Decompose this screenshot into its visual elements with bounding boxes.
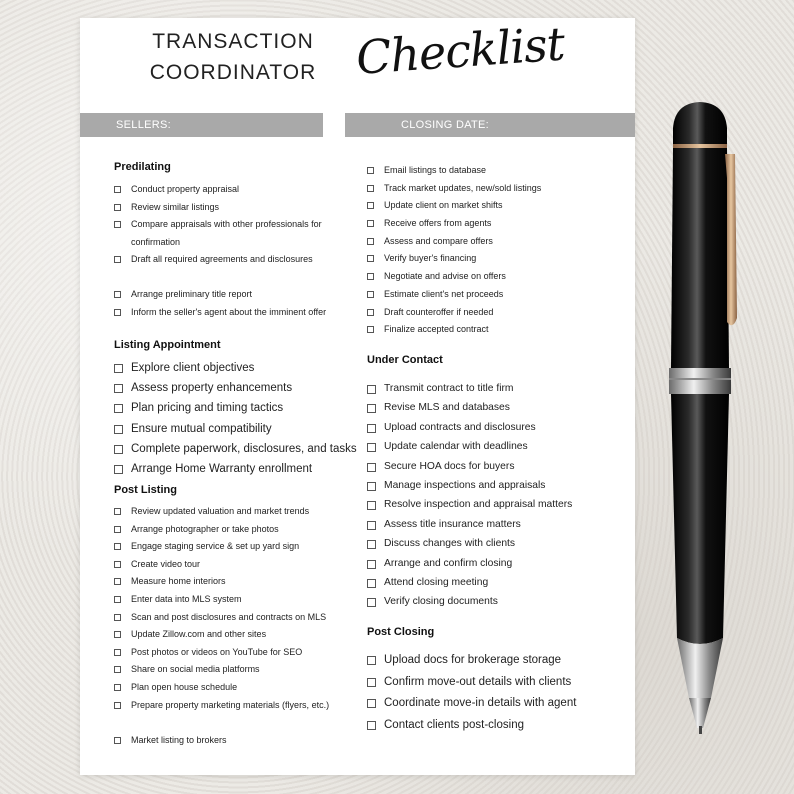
post-listing-item-label: Scan and post disclosures and contracts on MLS [131, 611, 327, 622]
predilating-item-label: Draft all required agreements and disclosures [131, 254, 313, 265]
checkbox-icon[interactable] [367, 255, 374, 262]
offers-item [367, 197, 617, 215]
checkbox-icon[interactable] [114, 543, 121, 550]
post-listing-item [114, 573, 359, 591]
post-listing-item-label: Market listing to brokers [131, 734, 227, 745]
post-listing-item [114, 679, 359, 697]
predilating-item [114, 304, 329, 339]
post-closing-item-label: Confirm move-out details with clients [384, 675, 572, 688]
pen-icon [663, 98, 753, 738]
under-contact-item-label: Verify closing documents [384, 596, 498, 608]
offers-item-label: Assess and compare offers [384, 235, 493, 246]
section-title-predilating: Predilating [114, 161, 171, 173]
offers-item-label: Receive offers from agents [384, 218, 492, 229]
offers-item [367, 215, 617, 233]
checkbox-icon[interactable] [114, 425, 123, 434]
post-listing-item-label: Prepare property marketing materials (flyers, etc.) [131, 699, 330, 710]
post-listing-item [114, 591, 359, 609]
page-title [138, 26, 328, 88]
section-title-listing-appointment: Listing Appointment [114, 339, 221, 351]
post-listing-item [114, 503, 359, 521]
checkbox-icon[interactable] [114, 561, 121, 568]
checkbox-icon[interactable] [367, 291, 374, 298]
under-contact-item [367, 457, 627, 476]
under-contact-item [367, 534, 627, 553]
checklist-sheet [80, 18, 635, 775]
offers-item [367, 233, 617, 251]
listing-appointment-item [114, 358, 384, 378]
offers-list [367, 162, 617, 339]
checkbox-icon[interactable] [114, 465, 123, 474]
checkbox-icon[interactable] [367, 721, 376, 730]
title-line-1: TRANSACTION [152, 30, 314, 53]
offers-item-label: Verify buyer's financing [384, 253, 477, 264]
under-contact-item [367, 398, 627, 417]
checkbox-icon[interactable] [114, 508, 121, 515]
section-title-post-listing: Post Listing [114, 484, 177, 496]
post-closing-item [367, 715, 627, 737]
listing-appointment-item [114, 419, 384, 439]
checkbox-icon[interactable] [367, 385, 376, 394]
predilating-item-label: Inform the seller's agent about the imminent offer [131, 306, 327, 317]
under-contact-item-label: Revise MLS and databases [384, 402, 510, 414]
checkbox-icon[interactable] [114, 291, 121, 298]
offers-item-label: Update client on market shifts [384, 200, 503, 211]
post-listing-item-label: Create video tour [131, 558, 201, 569]
post-listing-item [114, 644, 359, 662]
under-contact-item [367, 573, 627, 592]
checkbox-icon[interactable] [367, 326, 374, 333]
checkbox-icon[interactable] [367, 185, 374, 192]
under-contact-item-label: Resolve inspection and appraisal matters [384, 499, 573, 511]
checkbox-icon[interactable] [114, 666, 121, 673]
checkbox-icon[interactable] [114, 221, 121, 228]
under-contact-item-label: Discuss changes with clients [384, 538, 516, 550]
checkbox-icon[interactable] [114, 404, 123, 413]
post-listing-item-label: Enter data into MLS system [131, 593, 242, 604]
checkbox-icon[interactable] [367, 443, 376, 452]
checkbox-icon[interactable] [367, 699, 376, 708]
post-listing-item-label: Engage staging service & set up yard sign [131, 541, 300, 552]
under-contact-item-label: Manage inspections and appraisals [384, 479, 546, 491]
under-contact-item-label: Upload contracts and disclosures [384, 421, 536, 433]
under-contact-item-label: Arrange and confirm closing [384, 557, 513, 569]
checkbox-icon[interactable] [114, 737, 121, 744]
post-listing-item-label: Measure home interiors [131, 576, 226, 587]
post-closing-item [367, 672, 627, 694]
listing-appointment-item [114, 398, 384, 418]
checkbox-icon[interactable] [367, 540, 376, 549]
checkbox-icon[interactable] [367, 424, 376, 433]
listing-appointment-item-label: Ensure mutual compatibility [131, 422, 272, 435]
under-contact-item-label: Assess title insurance matters [384, 518, 521, 530]
listing-appointment-list [114, 358, 384, 479]
checkbox-icon[interactable] [367, 598, 376, 607]
predilating-item [114, 286, 329, 304]
listing-appointment-item-label: Arrange Home Warranty enrollment [131, 462, 313, 475]
under-contact-item [367, 495, 627, 514]
under-contact-item-label: Secure HOA docs for buyers [384, 460, 515, 472]
checkbox-icon[interactable] [114, 631, 121, 638]
checkbox-icon[interactable] [367, 202, 374, 209]
checkbox-icon[interactable] [367, 678, 376, 687]
under-contact-item [367, 379, 627, 398]
offers-item [367, 304, 617, 322]
offers-item [367, 250, 617, 268]
section-title-post-closing: Post Closing [367, 626, 435, 638]
predilating-list [114, 181, 329, 339]
checkbox-icon[interactable] [367, 273, 374, 280]
post-listing-list [114, 503, 359, 749]
post-listing-item-label: Review updated valuation and market trends [131, 506, 310, 516]
checkbox-icon[interactable] [114, 649, 121, 656]
checkbox-icon[interactable] [114, 578, 121, 585]
checkbox-icon[interactable] [114, 384, 123, 393]
post-listing-item [114, 556, 359, 574]
post-listing-item [114, 626, 359, 644]
checkbox-icon[interactable] [367, 482, 376, 491]
offers-item-label: Track market updates, new/sold listings [384, 182, 542, 193]
predilating-item [114, 216, 329, 251]
post-listing-item [114, 609, 359, 627]
post-listing-item [114, 697, 359, 732]
sellers-label: SELLERS: [116, 119, 171, 131]
title-line-2: COORDINATOR [149, 61, 317, 84]
listing-appointment-item-label: Plan pricing and timing tactics [131, 402, 284, 415]
predilating-item-label: Conduct property appraisal [131, 184, 240, 194]
predilating-item-label: Review similar listings [131, 201, 220, 212]
under-contact-item [367, 554, 627, 573]
under-contact-list [367, 379, 627, 612]
listing-appointment-item [114, 459, 384, 479]
offers-item-label: Draft counteroffer if needed [384, 306, 494, 317]
checkbox-icon[interactable] [367, 560, 376, 569]
listing-appointment-item-label: Assess property enhancements [131, 382, 293, 395]
listing-appointment-item-label: Explore client objectives [131, 362, 255, 374]
checkbox-icon[interactable] [367, 238, 374, 245]
offers-item [367, 268, 617, 286]
post-closing-item [367, 650, 627, 672]
checkbox-icon[interactable] [114, 526, 121, 533]
post-listing-item-label: Arrange photographer or take photos [131, 523, 279, 534]
predilating-item-label: Arrange preliminary title report [131, 289, 253, 300]
checkbox-icon[interactable] [367, 656, 376, 665]
predilating-item [114, 199, 329, 217]
post-closing-item-label: Upload docs for brokerage storage [384, 654, 562, 666]
checkbox-icon[interactable] [367, 579, 376, 588]
post-listing-item [114, 521, 359, 539]
offers-item [367, 286, 617, 304]
predilating-item-label: Compare appraisals with other professionals for confirmation [131, 219, 322, 247]
offers-item-label: Estimate client's net proceeds [384, 288, 504, 299]
section-title-under-contact: Under Contact [367, 354, 443, 366]
checkbox-icon[interactable] [114, 364, 123, 373]
checkbox-icon[interactable] [367, 521, 376, 530]
predilating-item [114, 181, 329, 199]
offers-item-label: Email listings to database [384, 165, 487, 175]
checkbox-icon[interactable] [114, 204, 121, 211]
predilating-item [114, 251, 329, 286]
under-contact-item [367, 437, 627, 456]
script-title: Checklist [354, 16, 566, 85]
checkbox-icon[interactable] [114, 186, 121, 193]
checkbox-icon[interactable] [367, 463, 376, 472]
post-closing-item-label: Coordinate move-in details with agent [384, 697, 577, 710]
offers-item-label: Negotiate and advise on offers [384, 271, 506, 282]
under-contact-item-label: Attend closing meeting [384, 576, 489, 588]
checkbox-icon[interactable] [367, 309, 374, 316]
checkbox-icon[interactable] [367, 404, 376, 413]
checkbox-icon[interactable] [114, 596, 121, 603]
under-contact-item-label: Update calendar with deadlines [384, 441, 528, 453]
post-closing-list [367, 650, 627, 737]
checkbox-icon[interactable] [114, 445, 123, 454]
post-listing-item [114, 661, 359, 679]
post-listing-item [114, 538, 359, 556]
checkbox-icon[interactable] [114, 256, 121, 263]
sellers-bar [80, 113, 323, 137]
under-contact-item [367, 515, 627, 534]
post-closing-item [367, 693, 627, 715]
listing-appointment-item-label: Complete paperwork, disclosures, and tasks [131, 442, 357, 455]
listing-appointment-item [114, 439, 384, 459]
checkbox-icon[interactable] [114, 684, 121, 691]
closing-date-label: CLOSING DATE: [401, 119, 490, 131]
checkbox-icon[interactable] [367, 167, 374, 174]
post-listing-item [114, 732, 359, 750]
under-contact-item [367, 476, 627, 495]
listing-appointment-item [114, 378, 384, 398]
under-contact-item-label: Transmit contract to title firm [384, 383, 514, 394]
post-closing-item-label: Contact clients post-closing [384, 719, 524, 732]
checkbox-icon[interactable] [114, 614, 121, 621]
under-contact-item [367, 418, 627, 437]
offers-item [367, 180, 617, 198]
post-listing-item-label: Plan open house schedule [131, 681, 238, 692]
post-listing-item-label: Post photos or videos on YouTube for SEO [131, 646, 303, 657]
under-contact-item [367, 592, 627, 611]
checkbox-icon[interactable] [367, 220, 374, 227]
post-listing-item-label: Update Zillow.com and other sites [131, 629, 267, 640]
checkbox-icon[interactable] [114, 309, 121, 316]
post-listing-item-label: Share on social media platforms [131, 664, 260, 675]
checkbox-icon[interactable] [114, 702, 121, 709]
closing-date-bar [345, 113, 635, 137]
checkbox-icon[interactable] [367, 501, 376, 510]
offers-item-label: Finalize accepted contract [384, 324, 489, 335]
offers-item [367, 162, 617, 180]
offers-item [367, 321, 617, 339]
